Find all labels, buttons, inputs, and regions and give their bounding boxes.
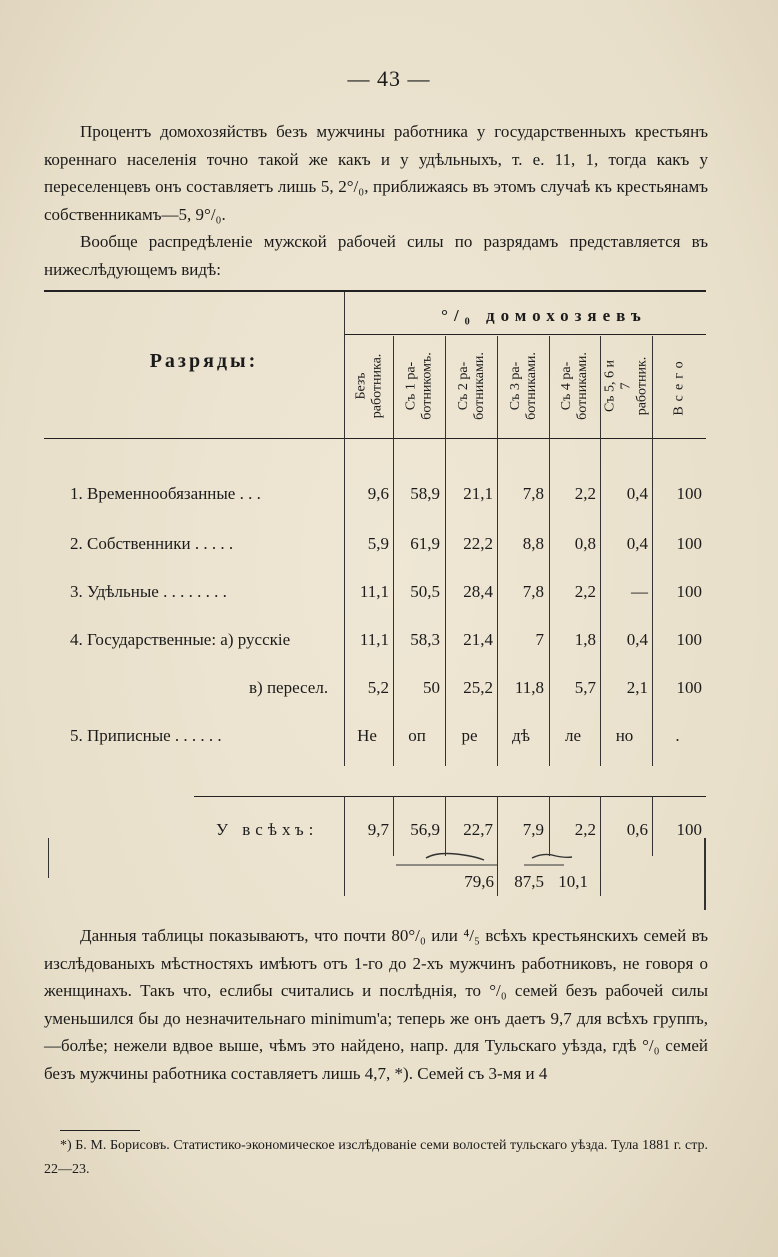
- distribution-table: [44, 290, 706, 910]
- table-cell: 0,4: [626, 484, 648, 503]
- table-cell: 28,4: [463, 582, 493, 601]
- table-cell: 0,8: [574, 534, 596, 553]
- table-cell: 22,7: [463, 820, 493, 839]
- table-cell: 22,2: [463, 534, 493, 553]
- table-cell: 100: [676, 678, 702, 697]
- footnote: [44, 1134, 708, 1182]
- footnote-rule: [60, 1130, 140, 1131]
- outro-text: [44, 922, 708, 1087]
- sum-brackets: [44, 290, 706, 910]
- col-header-text: Съ 5, 6 и 7 работник.: [602, 356, 650, 416]
- table-cell: 25,2: [463, 678, 493, 697]
- table-cell: 7,8: [522, 484, 544, 503]
- row-label: У всѣхъ:: [216, 820, 319, 839]
- sum-bracket: [532, 854, 572, 858]
- table-cell: 50,5: [410, 582, 440, 601]
- table-cell: 7,9: [522, 820, 544, 839]
- table-cell: 2,2: [574, 484, 596, 503]
- table-cell: 50: [423, 678, 440, 697]
- table-cell: 100: [676, 534, 702, 553]
- table-cell: 56,9: [410, 820, 440, 839]
- intro-paragraph-2: Вообще распредѣленіе мужской рабочей силы по разрядамъ представляется въ нижеслѣдующемъ видѣ:: [44, 232, 708, 279]
- footnote-text: *) Б. М. Борисовъ. Статистико-экономическое изслѣдованіе семи волостей тульскаго уѣзда. Тула 1881 г. стр. 22—23.: [44, 1138, 708, 1177]
- row-header: Разряды:: [149, 350, 259, 372]
- table-cell: 58,9: [410, 484, 440, 503]
- row-label: 3. Удѣльные . . . . . . . .: [70, 582, 227, 601]
- table-cell: 61,9: [410, 534, 440, 553]
- table-cell: Не: [357, 726, 377, 745]
- table-cell: 7,8: [522, 582, 544, 601]
- table-cell: 9,7: [367, 820, 389, 839]
- table-cell: 8,8: [522, 534, 544, 553]
- sum-bracket: [426, 854, 484, 861]
- table-cell: дѣ: [512, 726, 530, 745]
- table-cell: 58,3: [410, 630, 440, 649]
- sum-value: 87,5: [514, 872, 544, 891]
- table-cell: 100: [676, 630, 702, 649]
- page-number: — 43 —: [347, 66, 431, 91]
- table-cell: 2,1: [626, 678, 648, 697]
- table-cell: 5,2: [367, 678, 389, 697]
- table-cell: 11,1: [359, 582, 389, 601]
- table-cell: 2,2: [574, 582, 596, 601]
- row-label: 5. Приписные . . . . . .: [70, 726, 222, 745]
- table-cell: 5,9: [367, 534, 389, 553]
- table-cell: 0,4: [626, 630, 648, 649]
- table-cell: 1,8: [574, 630, 596, 649]
- table-cell: 100: [676, 582, 702, 601]
- table-cell: —: [631, 582, 648, 601]
- outro-paragraph: Данныя таблицы показываютъ, что почти 80°/₀ или ⁴/₅ всѣхъ крестьянскихъ семей въ изслѣдованыхъ мѣстностяхъ имѣютъ отъ 1-го до 2-хъ мужчинъ работниковъ, не говоря о женщинахъ. Такъ что, еслибы считались и послѣднія, то °/₀ семей безъ рабочей силы уменьшился бы до незначительнаго minimum'а; теперь же онъ даетъ 9,7 для всѣхъ группъ,—болѣе; нежели вдвое выше, чѣмъ это найдено, напр. для Тульскаго уѣзда, гдѣ °/₀ семей безъ мужчины работника составляетъ лишь 4,7, *). Семей съ 3-мя и 4: [44, 926, 708, 1083]
- intro-text: [44, 118, 708, 283]
- table-cell: 0,6: [626, 820, 648, 839]
- col-header-text: Съ 3 ра- ботниками.: [507, 352, 539, 420]
- row-label: 4. Государственные: а) русскіе: [70, 630, 291, 649]
- table-cell: 7: [535, 630, 544, 649]
- table-cell: 0,4: [626, 534, 648, 553]
- sum-value: 10,1: [558, 872, 588, 891]
- col-header-text: Съ 2 ра- ботниками.: [455, 352, 487, 420]
- table-cell: 2,2: [574, 820, 596, 839]
- table-cell: оп: [408, 726, 426, 745]
- intro-paragraph-1: Процентъ домохозяйствъ безъ мужчины работника у государственныхъ крестьянъ кореннаго населенія точно такой же какъ и у удѣльныхъ, т. е. 11, 1, тогда какъ у переселенцевъ онъ составляетъ лишь 5, 2°/₀, приближаясь въ этомъ случаѣ къ крестьянамъ собственникамъ—5, 9°/₀.: [44, 122, 708, 224]
- col-header-text: Съ 4 ра- ботниками.: [559, 352, 591, 420]
- table-cell: 11,1: [359, 630, 389, 649]
- table-cell: 100: [676, 484, 702, 503]
- table-cell: 11,8: [514, 678, 544, 697]
- table-cell: ле: [564, 726, 582, 745]
- row-label: в) пересел.: [249, 678, 329, 697]
- table-cell: ре: [461, 726, 478, 745]
- table-cell: 100: [676, 820, 702, 839]
- row-label: 2. Собственники . . . . .: [70, 534, 234, 553]
- table-cell: 5,7: [574, 678, 596, 697]
- row-label: 1. Временнообязанные . . .: [70, 484, 261, 503]
- col-header-text: Всего: [671, 356, 687, 416]
- table-cell: 21,4: [463, 630, 493, 649]
- table-cell: .: [675, 726, 680, 745]
- table-cell: 9,6: [367, 484, 389, 503]
- sum-value: 79,6: [464, 872, 494, 891]
- col-header-text: Съ 1 ра- ботникомъ.: [403, 352, 435, 420]
- table-cell: но: [615, 726, 634, 745]
- table-cell: 21,1: [463, 484, 493, 503]
- group-header: °/₀ домохозяевъ: [441, 306, 647, 325]
- col-header-text: Безъ работника.: [353, 353, 385, 419]
